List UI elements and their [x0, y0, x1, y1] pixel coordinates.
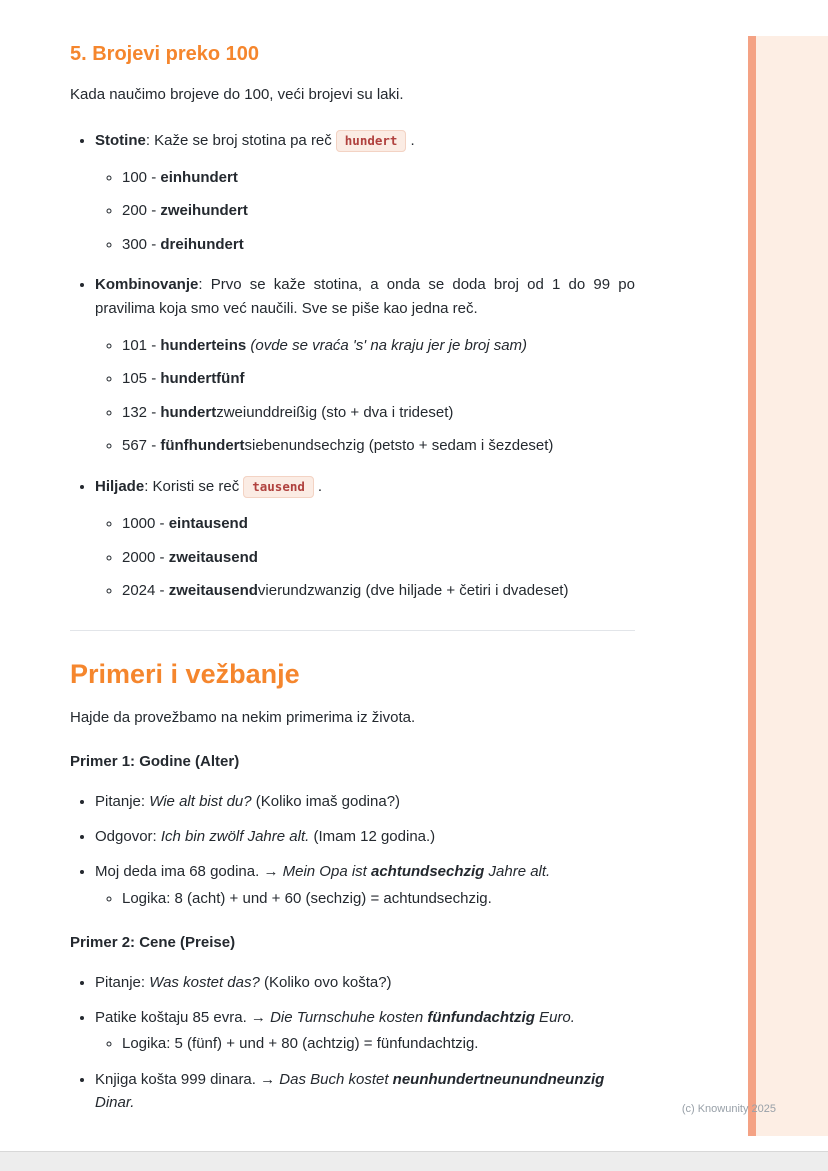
text-segment: 200 - — [122, 202, 161, 220]
bold-term: Hiljade — [95, 477, 145, 495]
primer1-list — [70, 790, 635, 910]
numbers-list — [70, 129, 635, 603]
list-item — [122, 368, 635, 391]
text-segment: (Koliko ovo košta?) — [259, 973, 392, 991]
text-segment: 132 - — [122, 403, 161, 421]
text-segment: siebenundsechzig (petsto + sedam i šezdeset) — [244, 437, 554, 455]
page-edge-accent-bar — [748, 36, 756, 1136]
code-chip-tausend: tausend — [243, 476, 314, 498]
list-item-logic — [122, 1033, 635, 1056]
list-item — [122, 200, 635, 223]
german-phrase: Mein Opa ist — [282, 863, 371, 881]
bold-german-term: achtundsechzig — [371, 863, 485, 881]
text-segment: Pitanje: — [95, 792, 150, 810]
german-phrase: Wie alt bist du? — [149, 792, 252, 810]
italic-note: (ovde se vraća 's' na kraju jer je broj sam) — [250, 336, 528, 354]
german-phrase: Jahre alt. — [484, 863, 551, 881]
text-segment: 300 - — [122, 235, 161, 253]
section-divider — [70, 630, 635, 631]
hiljade-sublist — [95, 513, 635, 603]
text-segment: Logika: 8 (acht) + und + 60 (sechzig) = achtundsechzig. — [122, 889, 492, 907]
list-item — [122, 513, 635, 536]
list-item — [122, 580, 635, 603]
list-item — [122, 402, 635, 425]
bold-term: hundertfünf — [160, 370, 245, 388]
text-segment: zweiunddreißig (sto + dva i trideset) — [216, 403, 454, 421]
bold-term: fünfhundert — [160, 437, 245, 455]
german-phrase: Ich bin zwölf Jahre alt. — [160, 828, 310, 846]
text-segment: : Koristi se reč — [144, 477, 240, 495]
list-item — [122, 167, 635, 190]
primer1-title: Primer 1: Godine (Alter) — [70, 753, 240, 771]
list-item-question — [95, 790, 635, 813]
bold-term: zweitausend — [168, 582, 258, 599]
list-item-logic — [122, 888, 635, 911]
list-item — [122, 547, 635, 570]
practice-intro: Hajde da provežbamo na nekim primerima iz života. — [70, 708, 416, 726]
text-segment: vierundzwanzig (dve hiljade + četiri i dvadeset) — [257, 582, 569, 599]
text-segment: Knjiga košta 999 dinara. → — [95, 1070, 280, 1088]
text-segment: Odgovor: — [95, 828, 161, 846]
list-item-question — [95, 971, 635, 994]
german-phrase: Dinar. — [95, 1093, 135, 1111]
page-bottom-edge — [0, 1151, 828, 1171]
text-segment: Moj deda ima 68 godina. → — [95, 863, 283, 881]
bold-term: hundert — [160, 403, 217, 421]
primer2-title: Primer 2: Cene (Preise) — [70, 934, 236, 952]
list-item — [122, 335, 635, 358]
bold-german-term: fünfundachtzig — [427, 1008, 535, 1026]
list-item-hiljade — [95, 475, 635, 603]
primer2-list — [70, 971, 635, 1115]
list-item-example — [95, 860, 635, 910]
list-item-example — [95, 1006, 635, 1056]
text-segment: 100 - — [122, 168, 161, 186]
bold-german-term: neunhundertneunundneunzig — [392, 1070, 605, 1088]
logic-sublist — [95, 888, 635, 911]
list-item — [122, 234, 635, 257]
list-item-kombinovanje — [95, 273, 635, 458]
stotine-sublist — [95, 167, 635, 257]
page-edge-band — [756, 36, 828, 1136]
logic-sublist — [95, 1033, 635, 1056]
section-heading-numbers-over-100: 5. Brojevi preko 100 — [70, 43, 259, 65]
code-chip-hundert: hundert — [336, 130, 407, 152]
text-segment: : Prvo se kaže stotina, a onda se doda broj od 1 do 99 po pravilima koja smo već naučili. Sve se piše kao jedna reč. — [95, 276, 635, 317]
bold-term: dreihundert — [160, 235, 244, 253]
text-segment: 1000 - — [122, 515, 169, 532]
text-segment: Pitanje: — [95, 973, 150, 991]
text-segment: 567 - — [122, 437, 161, 455]
text-segment: . — [410, 131, 415, 149]
text-segment: Logika: 5 (fünf) + und + 80 (achtzig) = fünfundachtzig. — [122, 1035, 479, 1053]
german-phrase: Was kostet das? — [149, 973, 260, 991]
text-segment: (Imam 12 godina.) — [309, 828, 436, 846]
german-phrase: Die Turnschuhe kosten — [270, 1008, 428, 1026]
bold-term: eintausend — [168, 515, 248, 532]
bold-term: Kombinovanje — [95, 276, 199, 294]
bold-term: hunderteins — [160, 336, 247, 354]
practice-heading: Primeri i vežbanje — [70, 658, 300, 689]
list-item-answer — [95, 825, 635, 848]
text-segment: 2024 - — [122, 582, 169, 599]
german-phrase: Das Buch kostet — [279, 1070, 393, 1088]
list-item-stotine — [95, 129, 635, 257]
text-segment: 105 - — [122, 370, 161, 388]
bold-term: Stotine — [95, 131, 146, 149]
german-phrase: Euro. — [534, 1008, 575, 1026]
kombinovanje-sublist — [95, 335, 635, 458]
bold-term: einhundert — [160, 168, 238, 186]
list-item — [122, 435, 635, 458]
text-segment: . — [317, 477, 323, 495]
bold-term: zweihundert — [160, 202, 248, 220]
list-item-example — [95, 1068, 635, 1115]
text-segment: : Kaže se broj stotina pa reč — [145, 131, 332, 149]
section-intro: Kada naučimo brojeve do 100, veći brojevi su laki. — [70, 86, 404, 103]
text-segment: 2000 - — [122, 548, 169, 566]
text-segment: Patike koštaju 85 evra. → — [95, 1008, 271, 1026]
watermark: (c) Knowunity 2025 — [681, 1102, 776, 1115]
document-content — [70, 0, 635, 1114]
text-segment: (Koliko imaš godina?) — [251, 792, 401, 810]
text-segment: 101 - — [122, 336, 161, 354]
bold-term: zweitausend — [168, 548, 258, 566]
